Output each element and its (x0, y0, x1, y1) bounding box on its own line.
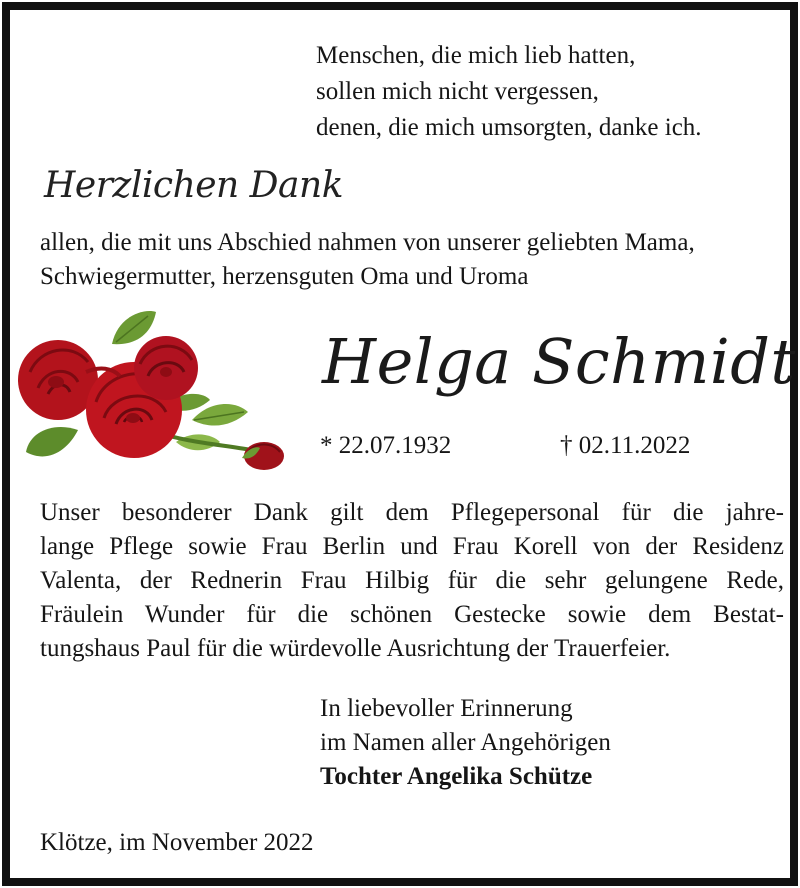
closing-line: im Namen aller Angehörigen (320, 729, 611, 756)
intro-text (40, 226, 780, 294)
poem-line: denen, die mich umsorgten, danke ich. (316, 114, 702, 141)
intro-line: allen, die mit uns Abschied nahmen von unserer geliebten Mama, (40, 229, 695, 256)
body-line: lange Pflege sowie Frau Berlin und Frau Korell von der Residenz (40, 533, 784, 560)
closing-line: In liebevoller Erinnerung (320, 695, 573, 722)
place-date: Klötze, im November 2022 (40, 829, 314, 856)
death-date: † 02.11.2022 (560, 432, 691, 459)
signer-name: Tochter Angelika Schütze (320, 763, 593, 790)
deceased-name: Helga Schmidt (322, 325, 796, 398)
thanks-body (40, 496, 784, 666)
birth-date: * 22.07.1932 (320, 432, 452, 459)
thanks-heading: Herzlichen Dank (44, 165, 344, 206)
red-roses-icon (16, 302, 292, 482)
obituary-frame (2, 2, 798, 886)
body-line: Unser besonderer Dank gilt dem Pflegepersonal für die jahre- (40, 499, 784, 526)
closing (320, 692, 611, 794)
body-line: tungshaus Paul für die würdevolle Ausrichtung der Trauerfeier. (40, 635, 671, 662)
intro-line: Schwiegermutter, herzensguten Oma und Uroma (40, 263, 529, 290)
body-line: Valenta, der Rednerin Frau Hilbig für die sehr gelungene Rede, (40, 567, 784, 594)
poem-line: sollen mich nicht vergessen, (316, 78, 599, 105)
poem-line: Menschen, die mich lieb hatten, (316, 42, 636, 69)
body-line: Fräulein Wunder für die schönen Gestecke sowie dem Bestat- (40, 601, 784, 628)
poem (316, 38, 702, 146)
